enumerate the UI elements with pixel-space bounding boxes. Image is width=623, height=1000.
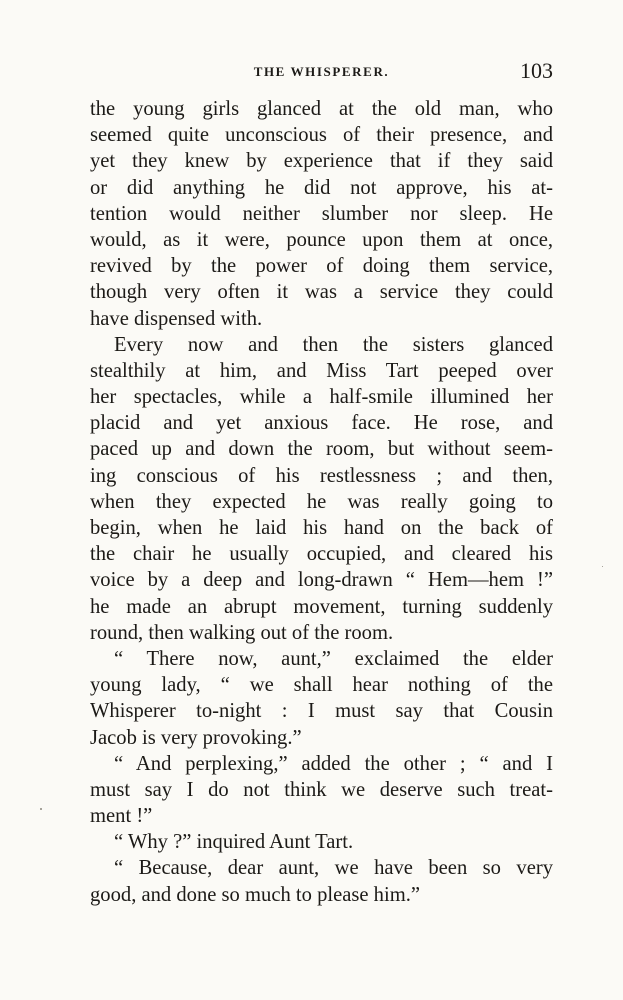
- body-text: [90, 96, 553, 908]
- text-line: ment !”: [90, 805, 153, 828]
- paragraph: [90, 96, 553, 332]
- text-line: when they expected he was really going to: [90, 490, 553, 513]
- text-line: stealthily at him, and Miss Tart peeped over: [90, 359, 553, 382]
- text-line: paced up and down the room, but without seem-: [90, 438, 553, 461]
- paper-speck: [40, 808, 42, 810]
- paragraph: [90, 332, 553, 646]
- text-line: “ Why ?” inquired Aunt Tart.: [114, 831, 354, 854]
- text-line: begin, when he laid his hand on the back of: [90, 517, 553, 539]
- text-line: the chair he usually occupied, and cleared his: [90, 543, 553, 566]
- text-line: yet they knew by experience that if they said: [90, 150, 553, 173]
- text-line: Jacob is very provoking.”: [90, 726, 302, 749]
- paper-speck: [602, 566, 603, 567]
- text-line: the young girls glanced at the old man, who: [90, 98, 553, 120]
- page-number: 103: [520, 58, 553, 83]
- text-line: “ And perplexing,” added the other ; “ and I: [114, 752, 553, 775]
- text-line: “ Because, dear aunt, we have been so very: [114, 857, 553, 880]
- paragraph: [90, 855, 553, 907]
- text-line: tention would neither slumber nor sleep. He: [90, 202, 553, 225]
- text-line: ing conscious of his restlessness ; and then,: [90, 464, 553, 487]
- text-line: or did anything he did not approve, his at-: [90, 176, 553, 199]
- running-title: THE WHISPERER.: [253, 64, 390, 79]
- text-line: “ There now, aunt,” exclaimed the elder: [114, 647, 553, 670]
- text-line: Every now and then the sisters glanced: [114, 333, 553, 356]
- paragraph: [90, 646, 553, 751]
- text-line: he made an abrupt movement, turning suddenly: [90, 595, 553, 618]
- text-line: young lady, “ we shall hear nothing of the: [90, 674, 553, 697]
- paragraph: [90, 829, 553, 855]
- paragraph: [90, 751, 553, 830]
- text-line: her spectacles, while a half-smile illumined her: [90, 386, 553, 409]
- text-line: Whisperer to-night : I must say that Cousin: [90, 700, 553, 723]
- text-line: seemed quite unconscious of their presence, and: [90, 124, 553, 147]
- text-line: would, as it were, pounce upon them at once,: [90, 228, 553, 251]
- text-line: voice by a deep and long-drawn “ Hem—hem !”: [90, 569, 553, 592]
- text-line: placid and yet anxious face. He rose, and: [90, 412, 553, 435]
- text-line: must say I do not think we deserve such treat-: [90, 778, 553, 801]
- text-line: revived by the power of doing them service,: [90, 255, 553, 278]
- text-line: have dispensed with.: [90, 307, 263, 330]
- text-line: though very often it was a service they could: [90, 281, 553, 304]
- text-line: round, then walking out of the room.: [90, 621, 394, 644]
- running-head: [90, 58, 553, 88]
- text-line: good, and done so much to please him.”: [90, 883, 421, 906]
